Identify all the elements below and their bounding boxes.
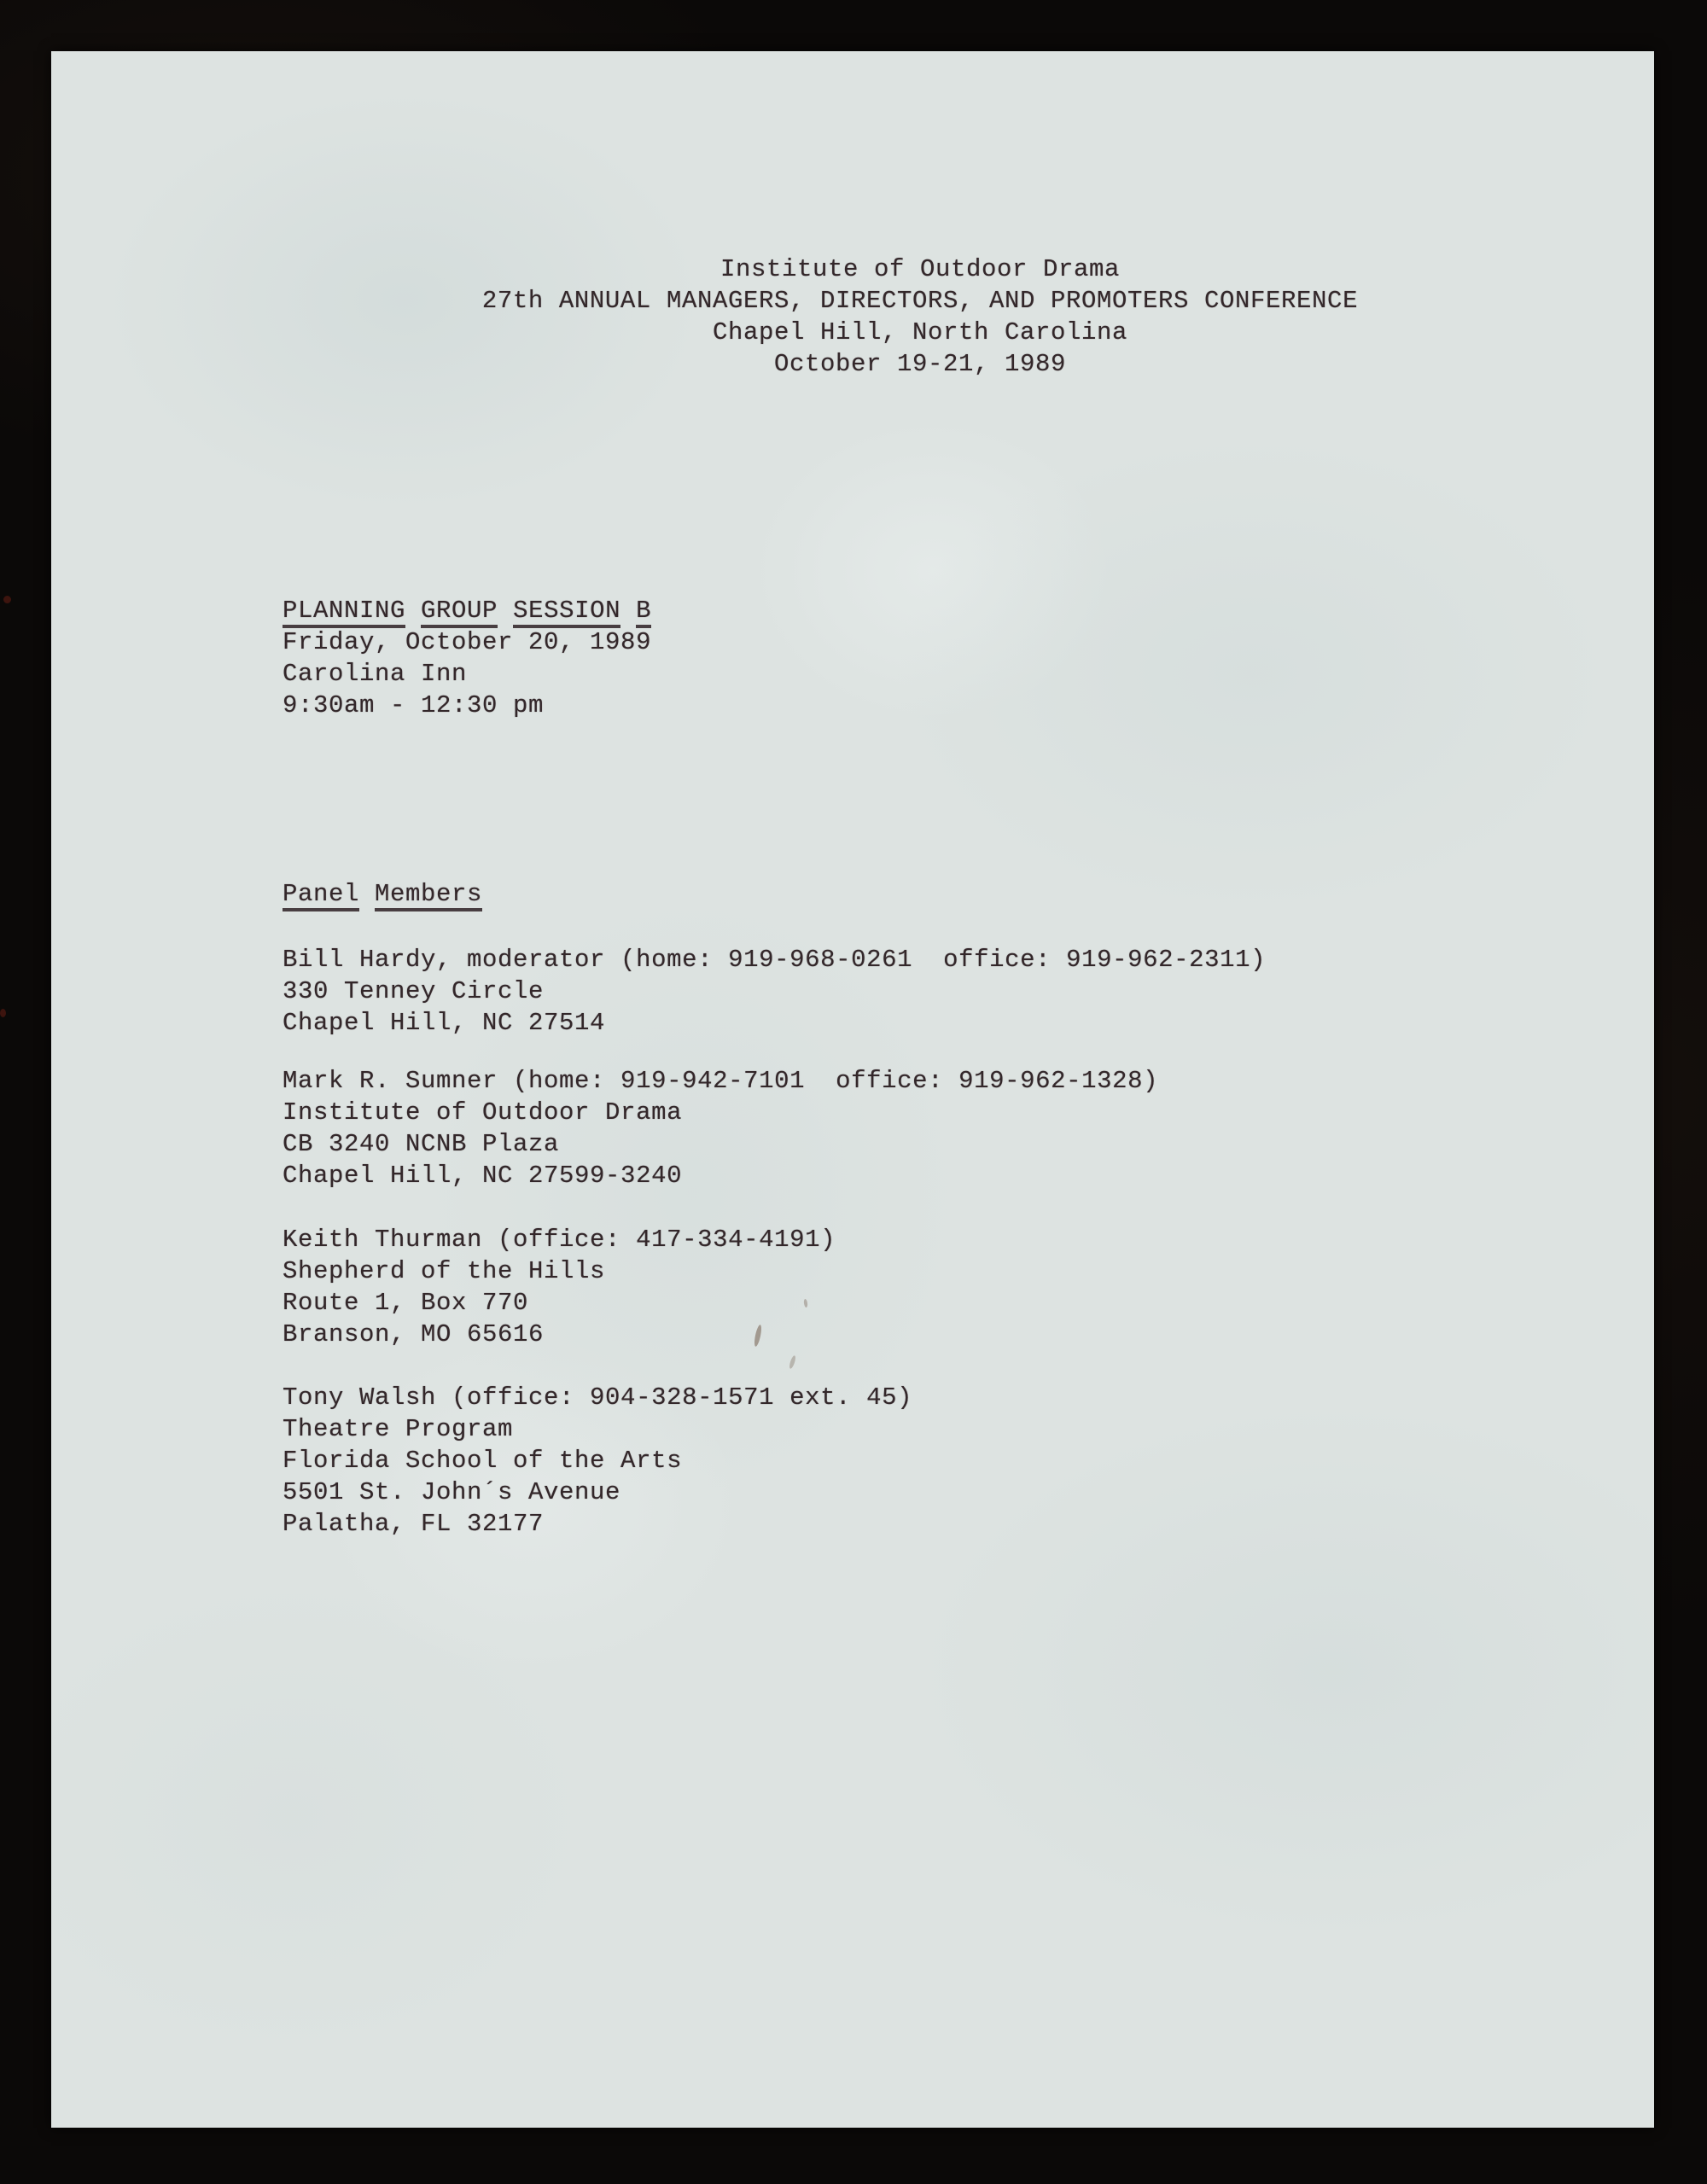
session-location: Carolina Inn — [283, 660, 468, 688]
panel-members-heading: Panel Members — [283, 878, 482, 910]
panel-member-entry — [283, 944, 1266, 1039]
member-address-line: Chapel Hill, NC 27514 — [283, 1009, 606, 1037]
panel-member-entry — [283, 1382, 912, 1540]
session-heading: PLANNING GROUP SESSION B — [283, 595, 651, 626]
scan-speck — [0, 1009, 6, 1017]
member-address-line: Route 1, Box 770 — [283, 1289, 529, 1317]
member-address-line: CB 3240 NCNB Plaza — [283, 1130, 560, 1158]
member-address-line: Florida School of the Arts — [283, 1447, 683, 1475]
member-address-line: Chapel Hill, NC 27599-3240 — [283, 1162, 683, 1190]
document-page — [51, 51, 1654, 2128]
header-conference-title: 27th ANNUAL MANAGERS, DIRECTORS, AND PROMOTERS CONFERENCE — [481, 287, 1359, 315]
header-dates: October 19-21, 1989 — [773, 350, 1067, 378]
member-address-line: Institute of Outdoor Drama — [283, 1098, 683, 1127]
member-address-line: 330 Tenney Circle — [283, 977, 545, 1005]
member-address-line: Branson, MO 65616 — [283, 1320, 545, 1348]
member-address-line: Shepherd of the Hills — [283, 1257, 606, 1285]
member-address-line: Palatha, FL 32177 — [283, 1510, 545, 1538]
member-address-line: 5501 St. John´s Avenue — [283, 1478, 621, 1506]
session-date: Friday, October 20, 1989 — [283, 628, 652, 656]
scan-speck — [3, 596, 11, 603]
member-name-line: Tony Walsh (office: 904-328-1571 ext. 45) — [283, 1383, 913, 1412]
member-name-line: Keith Thurman (office: 417-334-4191) — [283, 1226, 836, 1254]
header-location: Chapel Hill, North Carolina — [712, 318, 1128, 347]
member-name-line: Bill Hardy, moderator (home: 919-968-0261 office: 919-962-2311) — [283, 946, 1267, 974]
header-organization: Institute of Outdoor Drama — [720, 255, 1121, 283]
panel-member-entry — [283, 1065, 1158, 1191]
panel-members-section — [283, 878, 482, 910]
session-time: 9:30am - 12:30 pm — [283, 691, 545, 719]
member-address-line: Theatre Program — [283, 1415, 514, 1443]
session-info-block — [283, 595, 651, 721]
panel-member-entry — [283, 1224, 836, 1350]
document-header — [119, 253, 1707, 380]
ink-fleck — [789, 1355, 797, 1370]
member-name-line: Mark R. Sumner (home: 919-942-7101 office: 919-962-1328) — [283, 1067, 1159, 1095]
